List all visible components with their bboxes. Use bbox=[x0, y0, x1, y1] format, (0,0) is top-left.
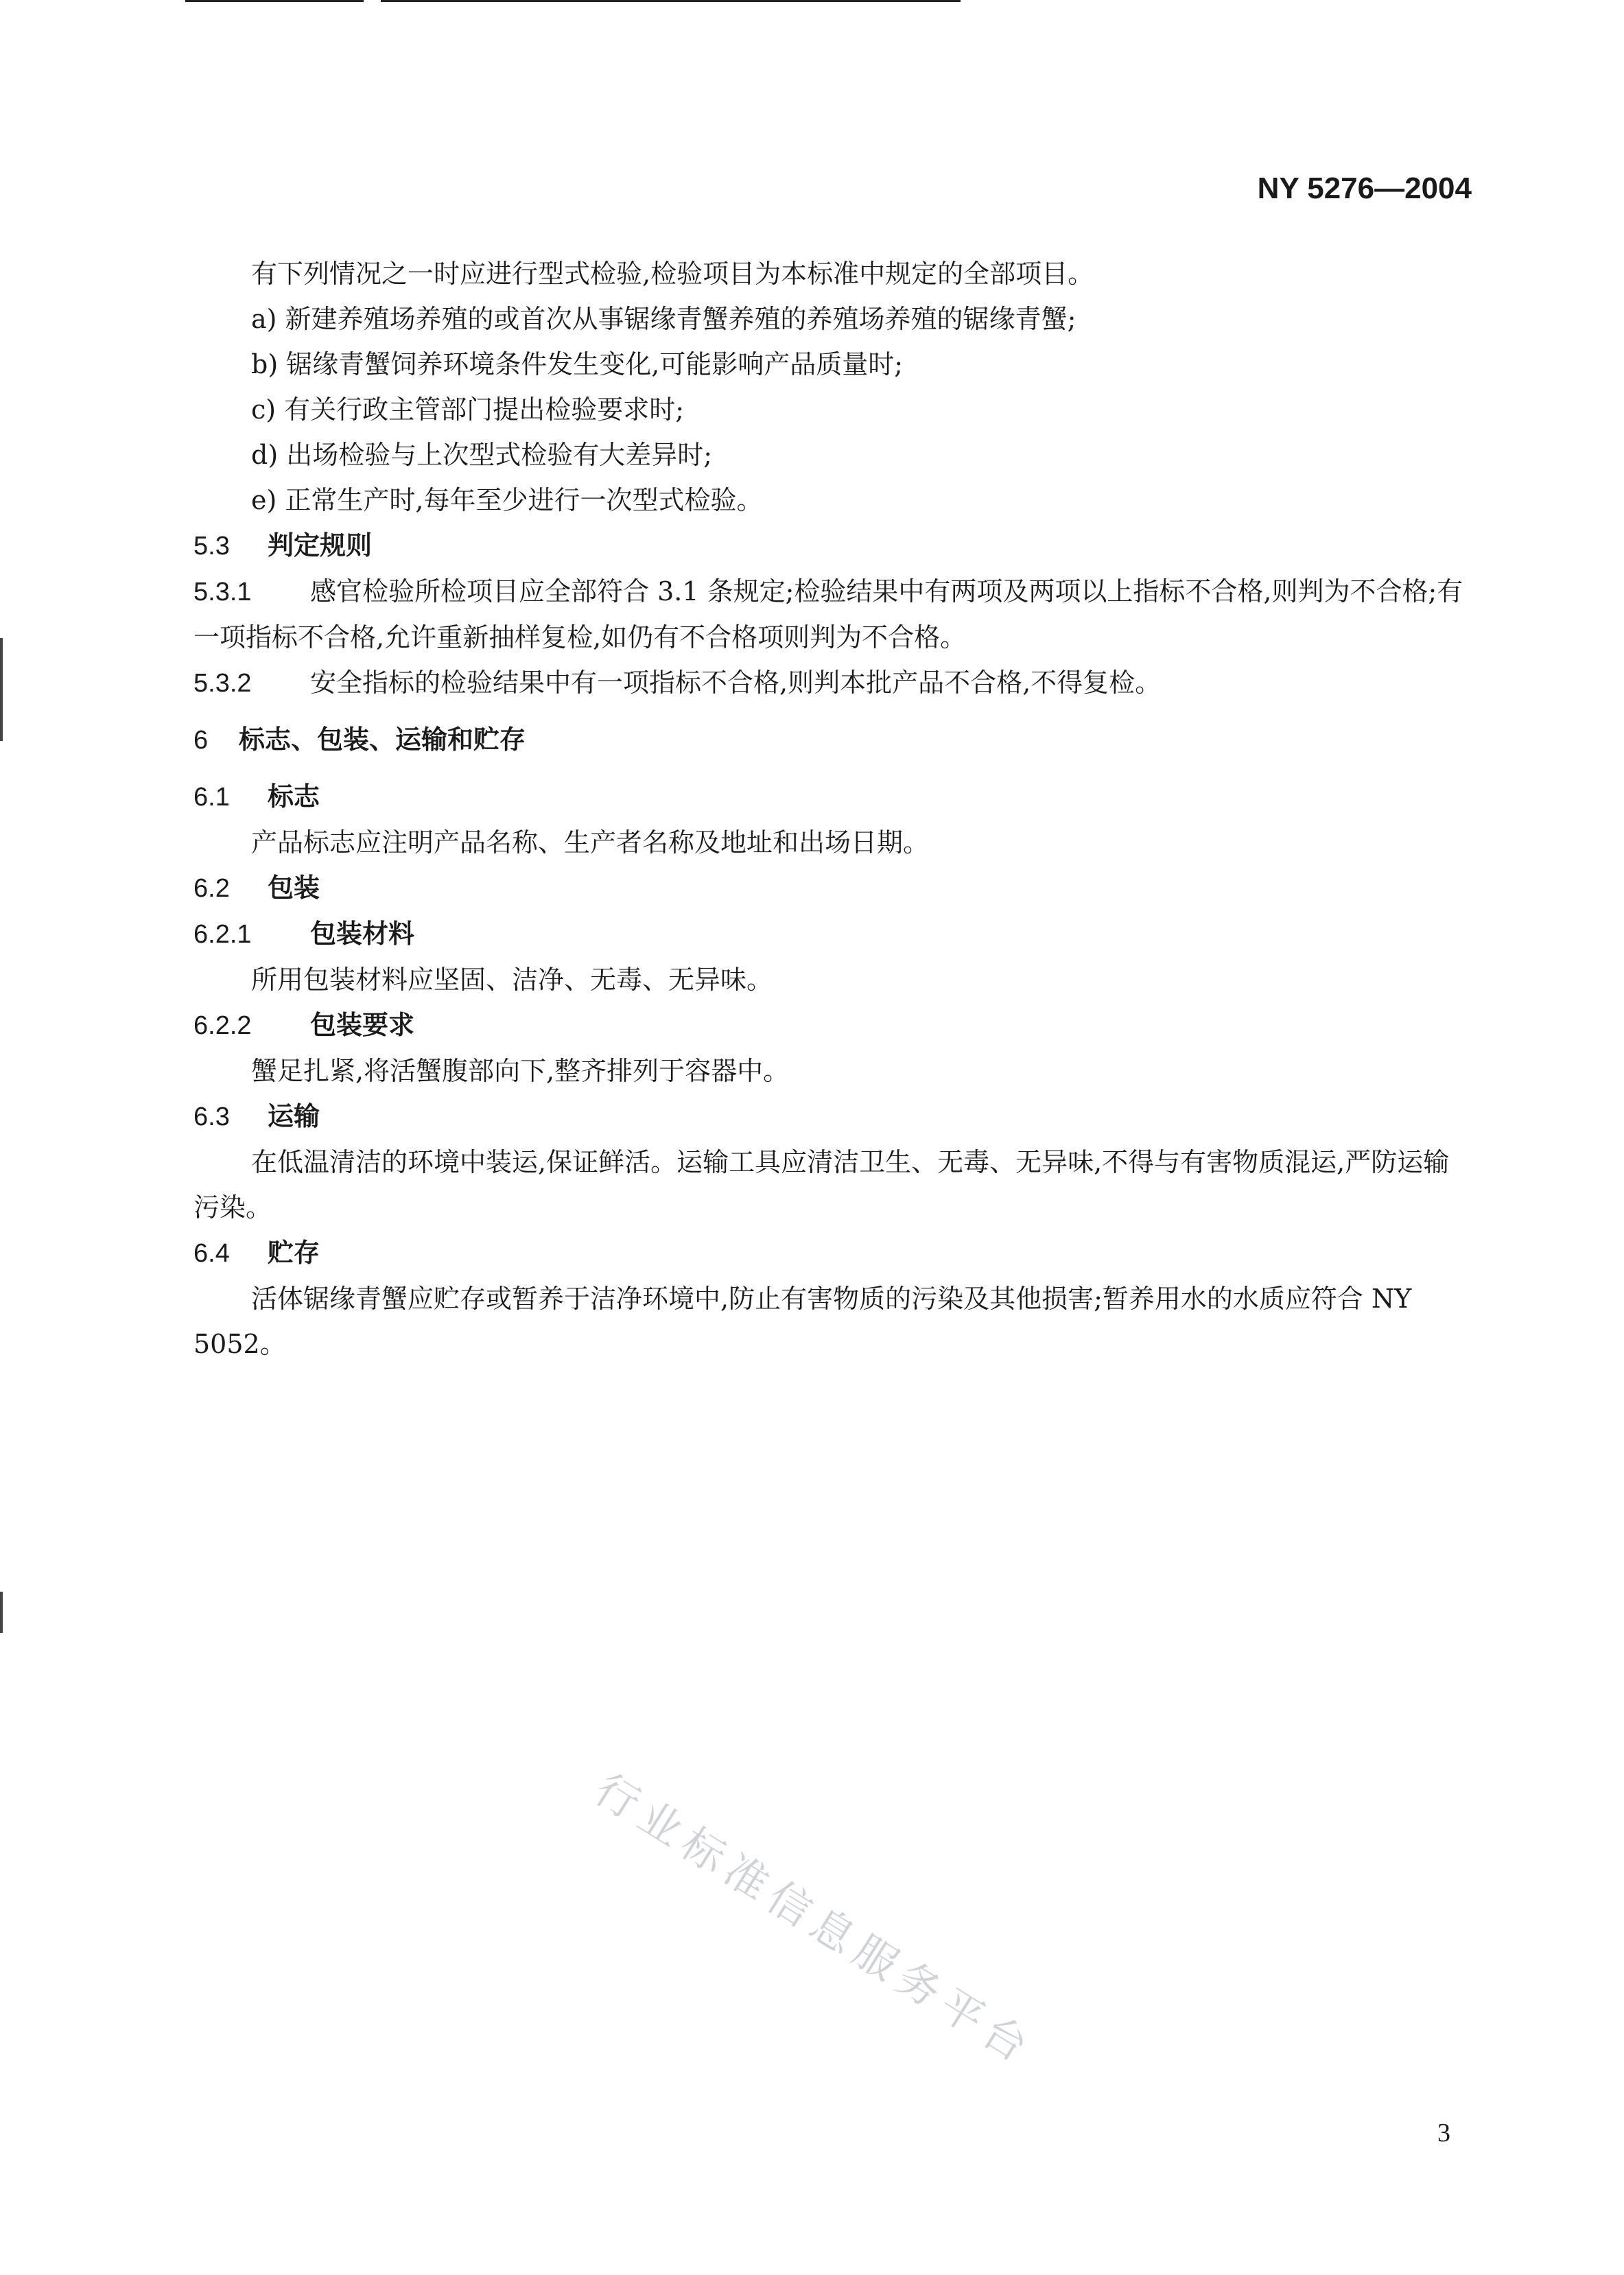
section-title: 判定规则 bbox=[268, 530, 373, 561]
section-6-2-2-heading bbox=[193, 1002, 1466, 1048]
section-title: 标志 bbox=[268, 781, 320, 812]
section-number: 6.3 bbox=[193, 1103, 230, 1131]
section-number: 6.2 bbox=[193, 874, 230, 903]
section-title: 运输 bbox=[268, 1101, 320, 1131]
section-number: 6.2.1 bbox=[193, 920, 252, 949]
section-6-3-text: 在低温清洁的环境中装运,保证鲜活。运输工具应清洁卫生、无毒、无异味,不得与有害物质混运,严防运输污染。 bbox=[193, 1147, 1450, 1223]
scan-edge-mark bbox=[0, 638, 3, 741]
section-number: 6.2.2 bbox=[193, 1011, 252, 1040]
section-6-2-2-text: 蟹足扎紧,将活蟹腹部向下,整齐排列于容器中。 bbox=[251, 1056, 790, 1086]
list-item-d: d) 出场检验与上次型式检验有大差异时; bbox=[251, 440, 713, 470]
section-title: 包装要求 bbox=[310, 1010, 415, 1040]
section-number: 6.1 bbox=[193, 783, 230, 812]
list-item-e: e) 正常生产时,每年至少进行一次型式检验。 bbox=[251, 485, 763, 515]
list-item-c: c) 有关行政主管部门提出检验要求时; bbox=[251, 394, 684, 425]
section-text: 安全指标的检验结果中有一项指标不合格,则判本批产品不合格,不得复检。 bbox=[310, 668, 1162, 698]
top-rule-left bbox=[185, 0, 364, 2]
document-body bbox=[193, 251, 1466, 1367]
section-6-4-text: 活体锯缘青蟹应贮存或暂养于洁净环境中,防止有害物质的污染及其他损害;暂养用水的水质应符合 NY 5052。 bbox=[193, 1284, 1412, 1359]
section-6-3-heading bbox=[193, 1094, 1466, 1140]
section-number: 6.4 bbox=[193, 1239, 230, 1268]
section-6-2-1-text: 所用包装材料应坚固、洁净、无毒、无异味。 bbox=[251, 965, 773, 995]
section-5-3-1 bbox=[193, 569, 1466, 660]
chapter-title: 标志、包装、运输和贮存 bbox=[239, 724, 526, 755]
watermark: 行业标准信息服务平台 bbox=[586, 1764, 1044, 2076]
section-6-1-text: 产品标志应注明产品名称、生产者名称及地址和出场日期。 bbox=[251, 827, 930, 858]
section-6-2-1-heading bbox=[193, 911, 1466, 957]
scan-edge-mark bbox=[0, 1592, 3, 1633]
chapter-6-heading bbox=[193, 717, 1466, 763]
section-number: 5.3.2 bbox=[193, 669, 252, 698]
section-5-3-heading bbox=[193, 523, 1466, 569]
section-6-1-heading bbox=[193, 774, 1466, 820]
chapter-number: 6 bbox=[193, 726, 209, 755]
section-number: 5.3.1 bbox=[193, 578, 252, 606]
section-6-2-heading bbox=[193, 865, 1466, 911]
intro-paragraph: 有下列情况之一时应进行型式检验,检验项目为本标准中规定的全部项目。 bbox=[251, 259, 1094, 289]
section-6-4-heading bbox=[193, 1230, 1466, 1276]
top-rule-right bbox=[381, 0, 961, 2]
list-item-a: a) 新建养殖场养殖的或首次从事锯缘青蟹养殖的养殖场养殖的锯缘青蟹; bbox=[251, 304, 1076, 334]
page-number: 3 bbox=[1437, 2119, 1450, 2147]
section-title: 贮存 bbox=[268, 1238, 320, 1268]
section-title: 包装材料 bbox=[310, 919, 415, 949]
section-text: 感官检验所检项目应全部符合 3.1 条规定;检验结果中有两项及两项以上指标不合格,则判为不合格;有一项指标不合格,允许重新抽样复检,如仍有不合格项则判为不合格。 bbox=[193, 576, 1463, 652]
standard-code: NY 5276—2004 bbox=[1257, 172, 1472, 205]
list-item-b: b) 锯缘青蟹饲养环境条件发生变化,可能影响产品质量时; bbox=[251, 349, 904, 379]
section-title: 包装 bbox=[268, 873, 320, 903]
section-5-3-2 bbox=[193, 660, 1466, 706]
section-number: 5.3 bbox=[193, 532, 230, 561]
